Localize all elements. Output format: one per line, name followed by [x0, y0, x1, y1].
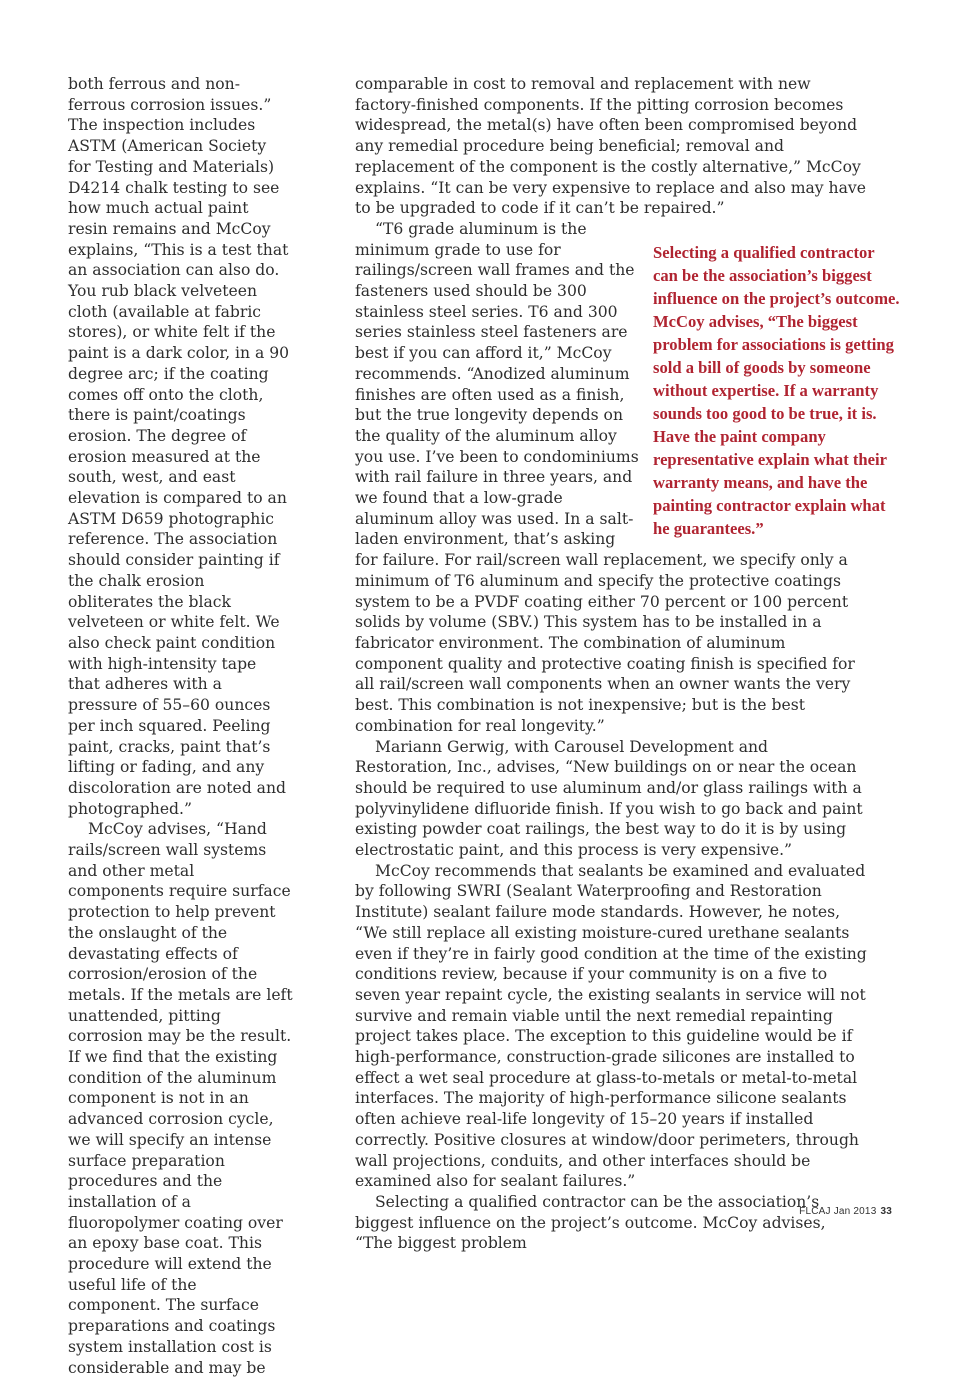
right-paragraph-3: Mariann Gerwig, with Carousel Development and Restoration, Inc., advises, “New buildings on or near the ocean should be required to use aluminum and/or glass railings with a polyvinylidene difluoride finish. If you wish to go back and paint existing powder coat railings, the best way to do it is by using electrostatic paint, and this process is very expensive.” — [355, 737, 863, 860]
page-footer — [799, 1206, 892, 1217]
right-paragraph-2: “T6 grade aluminum is the minimum grade to use for railings/screen wall frames and the fasteners used should be 300 stainless steel series. T6 and 300 series stainless steel fasteners are best if you can afford it,” McCoy recommends. “Anodized aluminum finishes are often used as a finish, but the true longevity depends on the quality of the aluminum alloy you use. I’ve been to condominiums with rail failure in three years, and we found that a low-grade aluminum alloy was used. In a salt-laden environment, that’s asking for failure. For rail/screen wall replacement, we specify only a minimum of T6 aluminum and specify the protective coatings system to be a PVDF coating either 70 percent or 100 percent solids by volume (SBV.) This system has to be installed in a fabricator environment. The combination of aluminum component quality and protective coating finish is specified for all rail/screen wall components when an owner wants the very best. This combination is not inexpensive; but is the best combination for real longevity.” — [355, 219, 855, 735]
left-paragraph-1: both ferrous and non-ferrous corrosion issues.” The inspection includes ASTM (American Society for Testing and Materials) D4214 chalk testing to see how much actual paint resin remains and McCoy explains, “This is a test that an association can also do. You rub black velveteen cloth (available at fabric stores), or white felt if the paint is a dark color, in a 90 degree arc; if the coating comes off onto the cloth, there is paint/coatings erosion. The degree of erosion measured at the south, west, and east elevation is compared to an ASTM D659 photographic reference. The association should consider painting if the chalk erosion obliterates the black velveteen or white felt. We also check paint condition with high-intensity tape that adheres with a pressure of 55–60 ounces per inch squared. Peeling paint, cracks, paint that’s lifting or fading, and any discoloration are noted and photographed.” — [68, 75, 290, 818]
right-paragraph-5: Selecting a qualified contractor can be the association’s biggest influence on the project’s outcome. McCoy advises, “The biggest problem — [355, 1192, 826, 1253]
left-column — [68, 74, 293, 1378]
pull-quote: Selecting a qualified contractor can be the association’s biggest influence on the project’s outcome. McCoy advises, “The biggest problem for associations is getting sold a bill of goods by someone without expertise. If a warranty sounds too good to be true, it is. Have the paint company representative explain what their warranty means, and have the painting contractor explain what he guarantees.” — [653, 242, 900, 538]
right-paragraph-4: McCoy recommends that sealants be examined and evaluated by following SWRI (Sealant Waterproofing and Restoration Institute) sealant failure mode standards. However, he notes, “We still replace all existing moisture-cured urethane sealants even if they’re in fairly good condition at the time of the existing conditions review, because if your community is on a five to seven year repaint cycle, the existing sealants in service will not survive and remain viable until the next remedial repainting project takes place. The exception to this guideline would be if high-performance, construction-grade silicones are installed to effect a wet seal procedure at glass-to-metals or metal-to-metal interfaces. The majority of high-performance silicone sealants often achieve real-life longevity of 15–20 years if installed correctly. Positive closures at window/door perimeters, through wall projections, conduits, and other interfaces should be examined also for sealant failures.” — [355, 861, 867, 1191]
right-paragraph-1: comparable in cost to removal and replacement with new factory-finished components. If the pitting corrosion becomes widespread, the metal(s) have often been compromised beyond any remedial procedure being beneficial; removal and replacement of the component is the costly alternative,” McCoy explains. “It can be very expensive to replace and also may have to be upgraded to code if it can’t be repaired.” — [355, 75, 866, 218]
footer-publication: FLCAJ Jan 2013 — [799, 1206, 877, 1217]
left-paragraph-2: McCoy advises, “Hand rails/screen wall systems and other metal components require surface protection to help prevent the onslaught of the devastating effects of corrosion/erosion of the metals. If the metals are left unattended, pitting corrosion may be the result. If we find that the existing condition of the aluminum component is not in an advanced corrosion cycle, we will specify an intense surface preparation procedures and the installation of a fluoropolymer coating over an epoxy base coat. This procedure will extend the useful life of the component. The surface preparations and coatings system installation cost is considerable and may be — [68, 820, 293, 1377]
page-number: 33 — [880, 1206, 892, 1217]
